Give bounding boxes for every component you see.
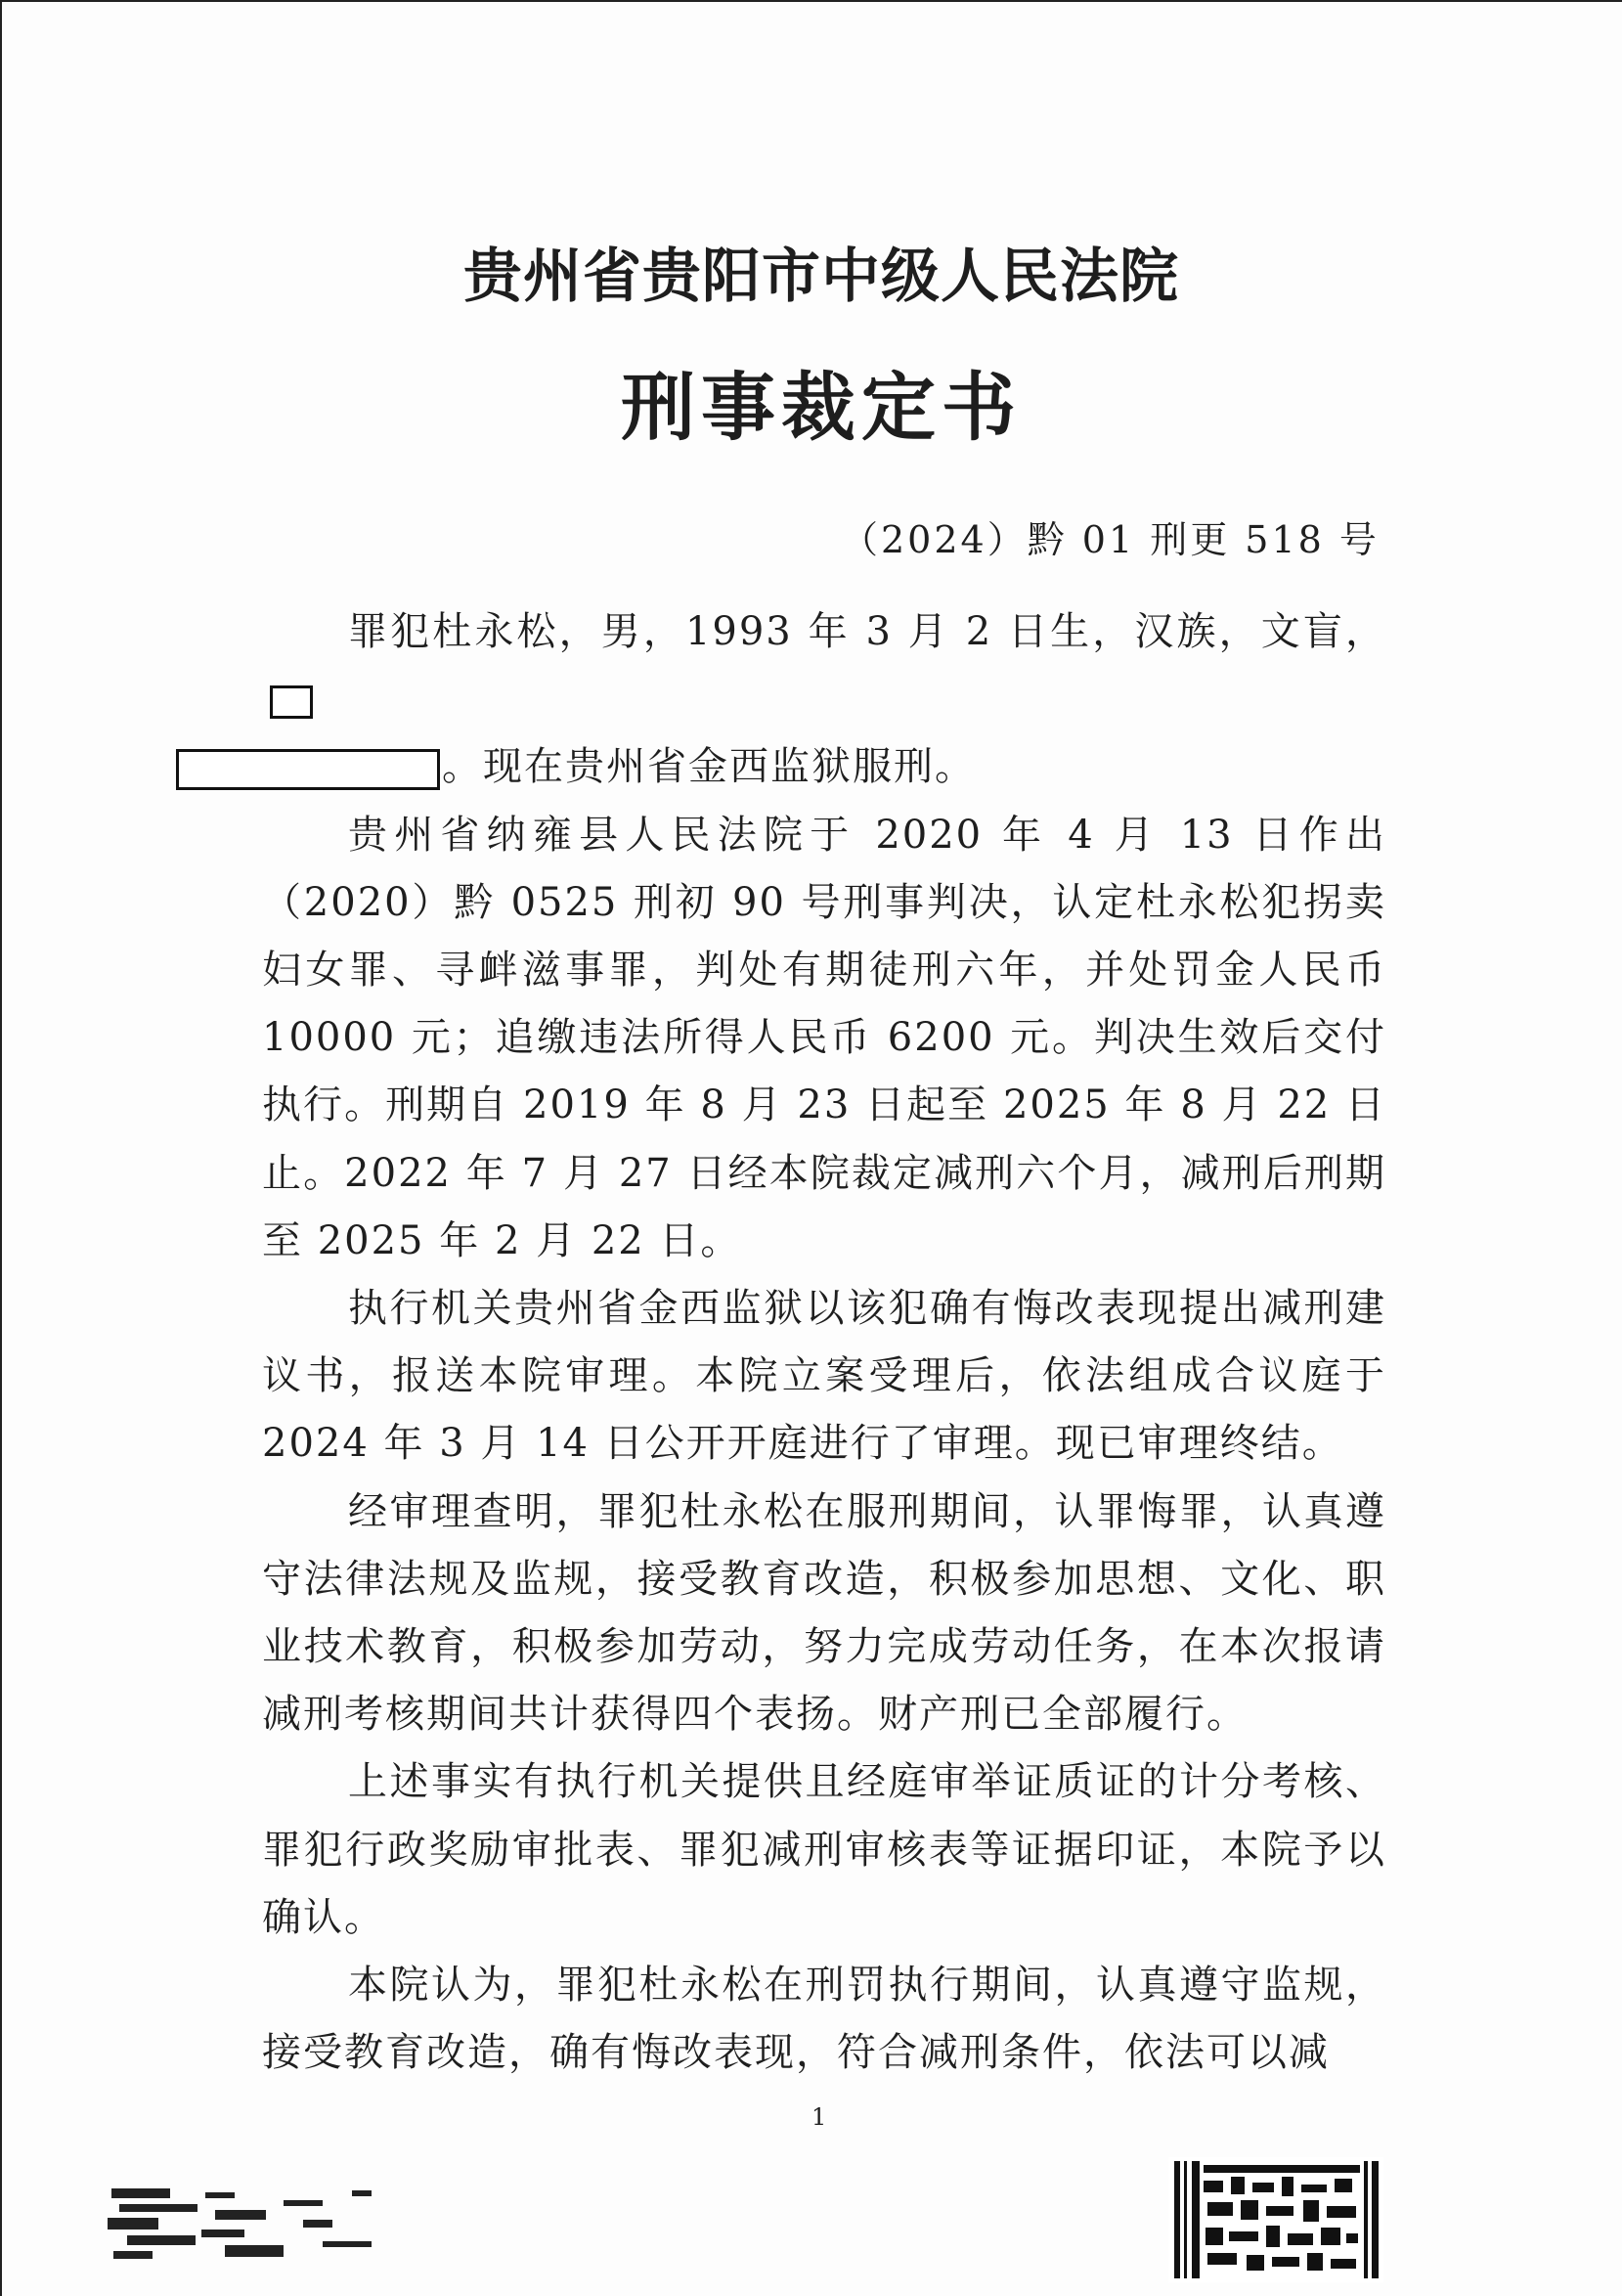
paragraph-commutation-proposal: 执行机关贵州省金西监狱以该犯确有悔改表现提出减刑建议书，报送本院审理。本院立案受理后，依法组成合议庭于 2024 年 3 月 14 日公开开庭进行了审理。现已审理终结。 [262, 1286, 1386, 1467]
court-name: 贵州省贵阳市中级人民法院 [463, 243, 1179, 311]
paragraph-evidence: 上述事实有执行机关提供且经庭审举证质证的计分考核、罪犯行政奖励审批表、罪犯减刑审核表等证据印证，本院予以确认。 [262, 1759, 1386, 1940]
paragraph-defendant-info [262, 598, 1386, 802]
scan-edge-top [0, 0, 1622, 2]
document-type-title: 刑事裁定书 [621, 364, 1022, 451]
page-number: 1 [811, 2103, 827, 2131]
redaction-box [176, 749, 440, 790]
judgment-body [262, 598, 1386, 2087]
scan-edge-left [0, 0, 2, 2296]
qr-barcode-image [1168, 2157, 1383, 2282]
paragraph-findings: 经审理查明，罪犯杜永松在服刑期间，认罪悔罪，认真遵守法律法规及监规，接受教育改造，积极参加思想、文化、职业技术教育，积极参加劳动，努力完成劳动任务，在本次报请减刑考核期间共计获得四个表扬。财产刑已全部履行。 [262, 1488, 1386, 1738]
defendant-info-tail: 。现在贵州省金西监狱服刑。 [442, 744, 976, 790]
paragraph-original-judgment: 贵州省纳雍县人民法院于 2020 年 4 月 13 日作出（2020）黔 0525 刑初 90 号刑事判决，认定杜永松犯拐卖妇女罪、寻衅滋事罪，判处有期徒刑六年，并处罚金人民币 10000 元；追缴违法所得人民币 6200 元。判决生效后交付执行。刑期自 2019 年 8 月 23 日起至 2025 年 8 月 22 日止。2022 年 7 月 27 日经本院裁定减刑六个月，减刑后刑期至 2025 年 2 月 22 日。 [262, 812, 1386, 1263]
scan-noise-mark [108, 2171, 401, 2269]
defendant-info-lead: 罪犯杜永松，男，1993 年 3 月 2 日生，汉族，文盲， [348, 609, 1386, 654]
redaction-box [270, 685, 313, 719]
case-number: （2024）黔 01 刑更 518 号 [841, 518, 1380, 561]
paragraph-court-opinion: 本院认为，罪犯杜永松在刑罚执行期间，认真遵守监规，接受教育改造，确有悔改表现，符合减刑条件，依法可以减 [262, 1963, 1386, 2076]
